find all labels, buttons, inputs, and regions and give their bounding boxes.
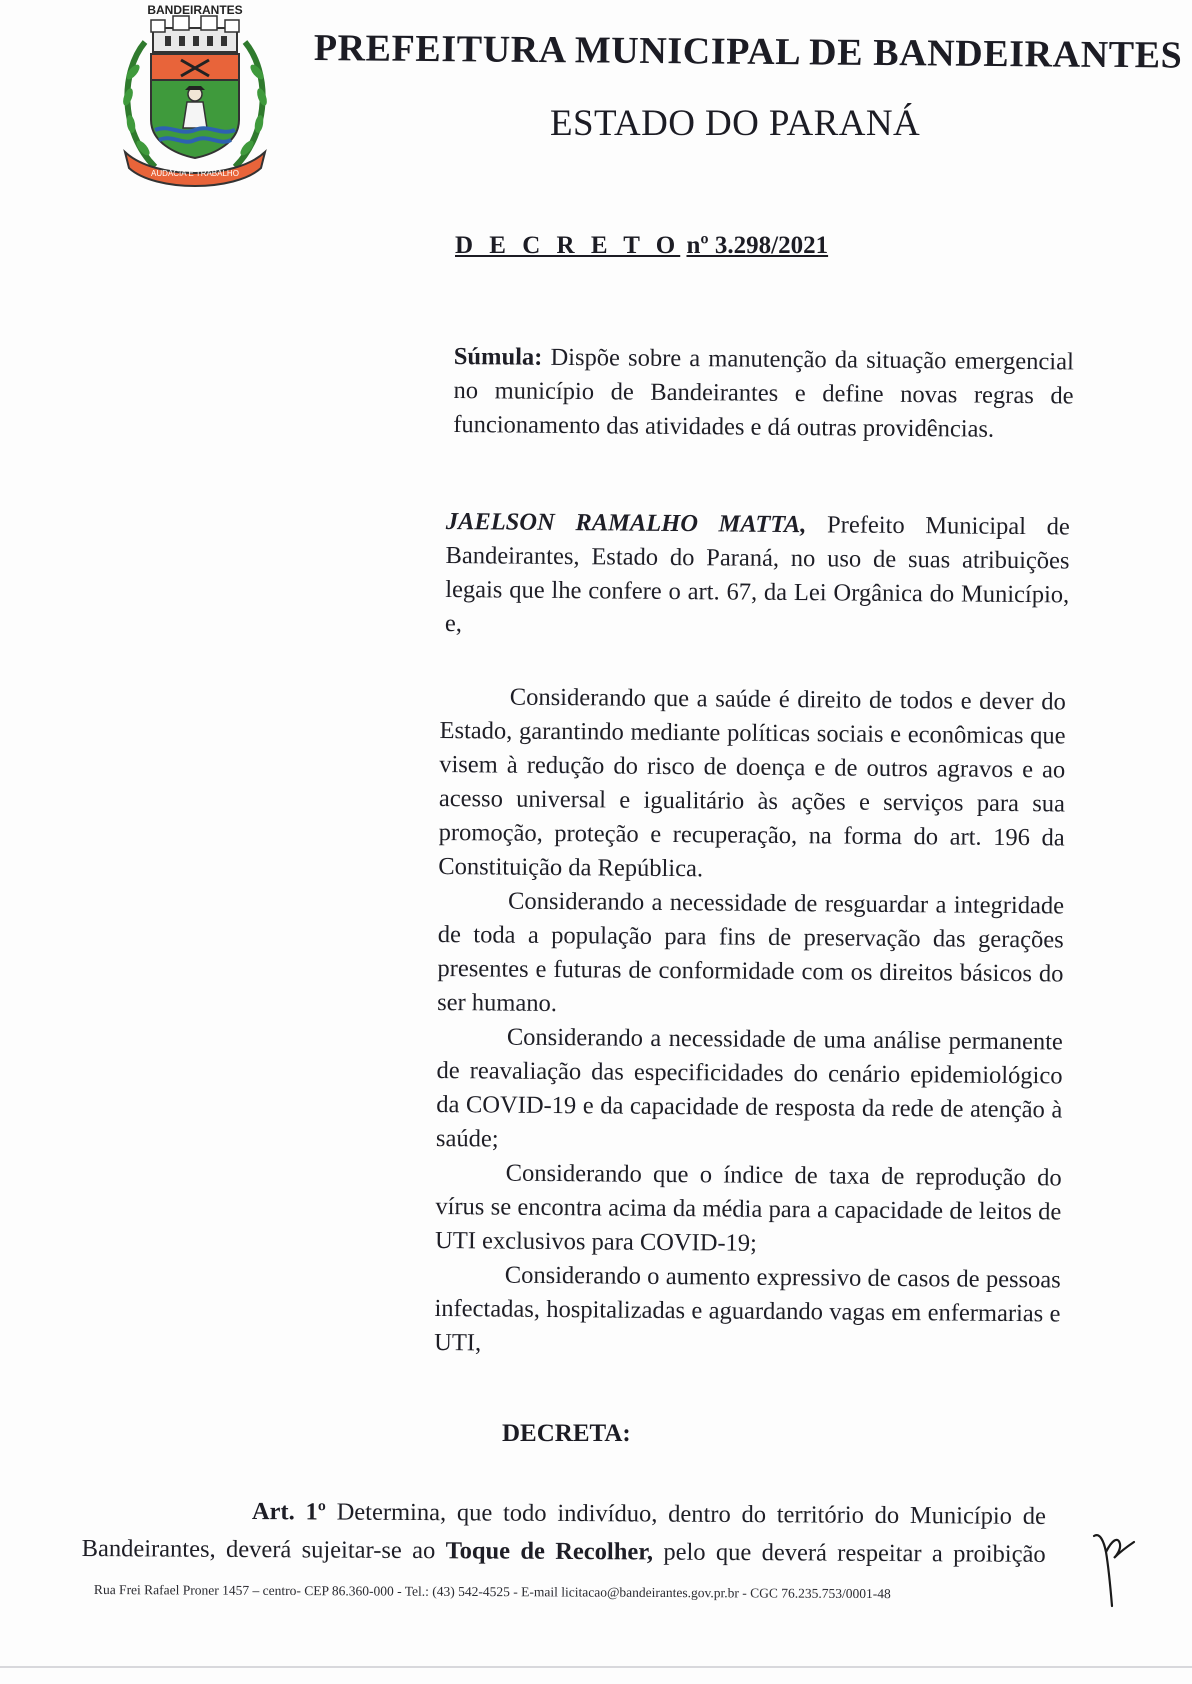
article-1-bold-text: Toque de Recolher, — [445, 1537, 654, 1566]
intro-paragraph — [445, 505, 1070, 646]
sumula-text: Dispõe sobre a manutenção da situação emergencial no município de Bandeirantes e define novas regras de funcionamento das atividades e dá outras providências. — [453, 343, 1074, 443]
mayor-name: JAELSON RAMALHO MATTA, — [445, 507, 807, 539]
article-1-text-after: pelo que deverá respeitar a proibição — [663, 1538, 1046, 1568]
article-1 — [82, 1492, 1046, 1574]
considerando-paragraph: Considerando o aumento expressivo de casos de pessoas infectadas, hospitalizadas e aguardando vagas em enfermarias e UTI, — [434, 1261, 1061, 1357]
signature-initials — [1090, 1522, 1140, 1612]
sumula-block — [453, 340, 1074, 447]
intro-text: Prefeito Municipal de Bandeirantes, Estado do Paraná, no uso de suas atribuições legais que lhe confere o art. 67, da Lei Orgânica do Município, e, — [444, 511, 1070, 638]
considerando-paragraph: Considerando a necessidade de uma análise permanente de reavaliação das especificidades do cenário epidemiológico da COVID-19 e da capacidade de resposta da rede de atenção à saúde; — [435, 1023, 1063, 1153]
header-subtitle: ESTADO DO PARANÁ — [550, 103, 921, 144]
decree-number — [455, 232, 828, 260]
considerando-paragraph: Considerando que o índice de taxa de reprodução do vírus se encontra acima da média para a capacidade de leitos de UTI exclusivos para COVID-19; — [434, 1159, 1062, 1257]
crest-motto: AUDÁCIA E TRABALHO — [151, 169, 239, 178]
considerandos-block — [434, 680, 1066, 1365]
sumula-label: Súmula: — [453, 342, 543, 371]
decree-number-value: nº 3.298/2021 — [686, 232, 829, 259]
footer-address: Rua Frei Rafael Proner 1457 – centro- CEP 86.360-000 - Tel.: (43) 542-4525 - E-mail licitacao@bandeirantes.gov.pr.br - CGC 76.235.753/0001-48 — [93, 1582, 891, 1602]
header-title: PREFEITURA MUNICIPAL DE BANDEIRANTES — [313, 26, 1183, 77]
bottom-divider — [0, 1666, 1192, 1668]
article-1-text-before: Determina, que todo indivíduo, dentro do território do Município de Bandeirantes, deverá sujeitar-se ao — [81, 1498, 1046, 1565]
decree-label: D E C R E T O — [455, 232, 681, 259]
municipal-crest-logo — [115, 2, 275, 198]
considerando-paragraph: Considerando a necessidade de resguardar a integridade de toda a população para fins de preservação das gerações presentes e futuras de conformidade com os direitos básicos do ser humano. — [437, 887, 1065, 1018]
crest-banner-text: BANDEIRANTES — [147, 3, 243, 17]
article-1-label: Art. 1º — [251, 1498, 326, 1526]
considerando-paragraph: Considerando que a saúde é direito de todos e dever do Estado, garantindo mediante políticas sociais e econômicas que visem à redução do risco de doença e de outros agravos e ao acesso universal e igualitário às ações e serviços para sua promoção, proteção e recuperação, na forma do art. 196 da Constituição da República. — [438, 683, 1066, 883]
decreta-heading: DECRETA: — [502, 1420, 631, 1447]
